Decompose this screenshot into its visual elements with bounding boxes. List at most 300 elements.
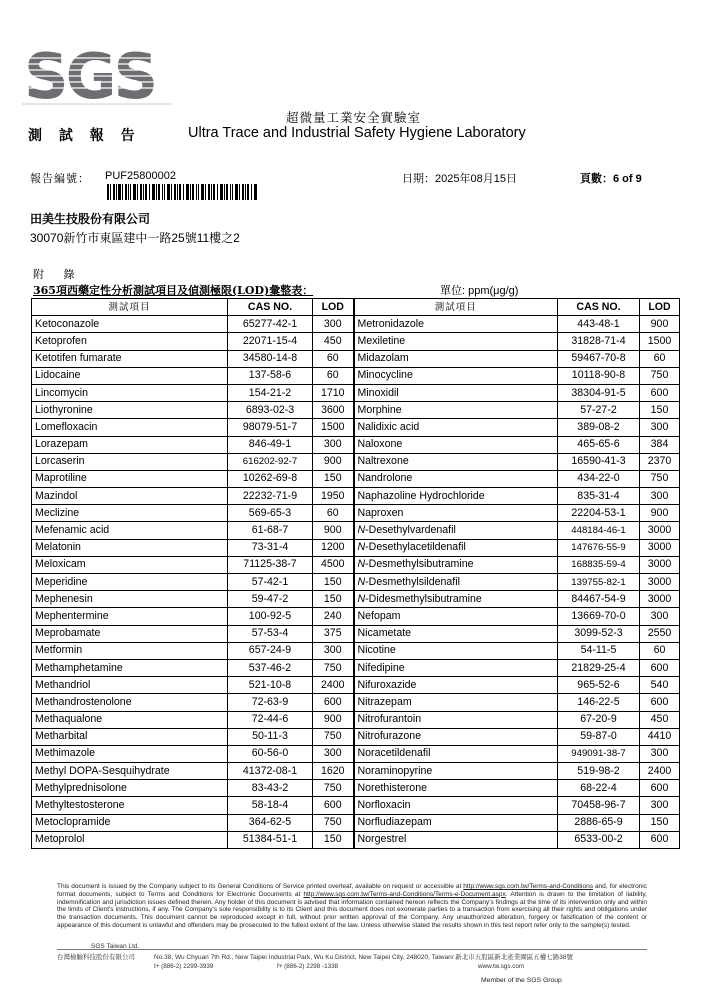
lod-value: 384 <box>640 436 680 453</box>
name-text: Norethisterone <box>357 781 427 794</box>
name-text: Noraminopyrine <box>357 764 433 777</box>
test-item-name <box>354 780 558 797</box>
date-label: 日期： <box>402 173 435 185</box>
report-title-row <box>28 125 688 145</box>
footer-website: www.tw.sgs.com <box>478 963 525 970</box>
cas-number: 59-87-0 <box>558 728 640 745</box>
lod-value: 2370 <box>640 453 680 470</box>
cas-number: 10262-69-8 <box>228 470 313 487</box>
name-text: Nandrolone <box>357 472 413 485</box>
name-text: Methamphetamine <box>35 661 123 674</box>
name-text: Lorazepam <box>35 438 88 451</box>
test-item-name <box>354 763 558 780</box>
cas-number: 58-18-4 <box>228 797 313 814</box>
name-text: Meclizine <box>35 506 80 519</box>
header-test-item: 測試項目 <box>354 299 558 316</box>
name-text: Naproxen <box>357 506 404 519</box>
name-prefix: N <box>357 575 366 588</box>
test-item-name <box>32 608 228 625</box>
cas-number: 521-10-8 <box>228 677 313 694</box>
cas-number: 65277-42-1 <box>228 316 313 333</box>
name-text: Liothyronine <box>35 403 93 416</box>
name-text: Nalidixic acid <box>357 420 420 433</box>
lod-value: 1950 <box>313 488 354 505</box>
test-item-name <box>354 453 558 470</box>
table-row <box>32 728 680 745</box>
test-item-name <box>32 402 228 419</box>
lod-value: 150 <box>640 814 680 831</box>
name-text: Ketotifen fumarate <box>35 352 122 365</box>
cas-number: 22204-53-1 <box>558 505 640 522</box>
test-item-name <box>354 745 558 762</box>
test-item-name <box>354 402 558 419</box>
report-title-chinese: 測 試 報 告 <box>28 128 141 144</box>
cas-number: 59-47-2 <box>228 591 313 608</box>
cas-number: 3099-52-3 <box>558 625 640 642</box>
name-prefix: N <box>357 592 366 605</box>
table-row <box>32 384 680 401</box>
name-text: Meprobamate <box>35 627 101 640</box>
test-item-name <box>32 814 228 831</box>
lod-value: 60 <box>640 642 680 659</box>
e-document-terms-link[interactable]: http://www.sgs.com.tw/Terms-and-Conditions/Terms-e-Document.aspx <box>303 890 506 898</box>
name-text: Nicametate <box>357 627 412 640</box>
test-item-name <box>32 745 228 762</box>
name-text: Naltrexone <box>357 455 409 468</box>
name-text: -Desmethylsildenafil <box>365 575 460 588</box>
test-item-name <box>32 797 228 814</box>
name-text: Methyltestosterone <box>35 799 125 812</box>
table-row <box>32 677 680 694</box>
cas-number: 72-63-9 <box>228 694 313 711</box>
lod-value: 60 <box>640 350 680 367</box>
cas-number: 31828-71-4 <box>558 333 640 350</box>
lod-value: 750 <box>640 367 680 384</box>
lod-table <box>31 298 680 849</box>
table-row <box>32 591 680 608</box>
test-item-name <box>354 350 558 367</box>
name-text: Metronidazole <box>357 317 425 330</box>
lod-value: 300 <box>313 745 354 762</box>
page-label: 頁數： <box>580 173 613 185</box>
disclaimer-part-2: and, for electronic format documents, subject to Terms and Conditions for Electronic Documents at <box>57 883 647 898</box>
table-body <box>32 316 680 849</box>
cas-number: 448184-46-1 <box>558 522 640 539</box>
name-text: Mephentermine <box>35 609 109 622</box>
name-text: Morphine <box>357 403 402 416</box>
report-number-label: 報告編號： <box>30 172 90 185</box>
table-row <box>32 556 680 573</box>
test-item-name <box>32 367 228 384</box>
cas-number: 21829-25-4 <box>558 659 640 676</box>
cas-number: 57-53-4 <box>228 625 313 642</box>
header-cas-no: CAS NO. <box>228 299 313 316</box>
name-text: Metoprolol <box>35 833 85 846</box>
test-item-name <box>32 384 228 401</box>
table-row <box>32 453 680 470</box>
name-text: Nitrofurazone <box>357 730 422 743</box>
name-text: Metformin <box>35 644 83 657</box>
lod-value: 600 <box>640 780 680 797</box>
table-row <box>32 350 680 367</box>
test-item-name <box>32 470 228 487</box>
cas-number: 16590-41-3 <box>558 453 640 470</box>
table-row <box>32 814 680 831</box>
cas-number: 100-92-5 <box>228 608 313 625</box>
test-item-name <box>32 539 228 556</box>
cas-number: 41372-08-1 <box>228 763 313 780</box>
lod-value: 60 <box>313 367 354 384</box>
test-item-name <box>354 608 558 625</box>
cas-number: 139755-82-1 <box>558 574 640 591</box>
test-item-name <box>354 591 558 608</box>
table-row <box>32 763 680 780</box>
test-item-name <box>354 384 558 401</box>
test-item-name <box>354 659 558 676</box>
test-item-name <box>354 797 558 814</box>
test-item-name <box>32 574 228 591</box>
lod-value: 750 <box>313 728 354 745</box>
cas-number: 434-22-0 <box>558 470 640 487</box>
lod-value: 2550 <box>640 625 680 642</box>
cas-number: 835-31-4 <box>558 488 640 505</box>
cas-number: 84467-54-9 <box>558 591 640 608</box>
name-text: Methylprednisolone <box>35 781 127 794</box>
name-text: -Desmethylsibutramine <box>365 558 474 571</box>
name-text: Nitrazepam <box>357 695 412 708</box>
name-text: Nicotine <box>357 644 396 657</box>
test-item-name <box>32 333 228 350</box>
name-text: -Desethylvardenafil <box>365 524 456 537</box>
sgs-logo <box>22 28 172 118</box>
lod-value: 60 <box>313 350 354 367</box>
lod-value: 750 <box>640 470 680 487</box>
lod-value: 60 <box>313 505 354 522</box>
lod-value: 3600 <box>313 402 354 419</box>
cas-number: 72-44-6 <box>228 711 313 728</box>
table-row <box>32 470 680 487</box>
footer-address: No.38, Wu Chyuan 7th Rd., New Taipei Industrial Park, Wu Ku District, New Taipei City, 248020, Taiwan/ 新北市五股區新北產業園區五權七路38號 <box>154 954 574 961</box>
name-text: Mephenesin <box>35 592 93 605</box>
cas-number: 657-24-9 <box>228 642 313 659</box>
lod-value: 1200 <box>313 539 354 556</box>
cas-number: 98079-51-7 <box>228 419 313 436</box>
name-text: Nifedipine <box>357 661 405 674</box>
test-item-name <box>32 625 228 642</box>
lab-name-english: Ultra Trace and Industrial Safety Hygiene Laboratory <box>188 125 526 141</box>
test-item-name <box>32 350 228 367</box>
test-item-name <box>32 453 228 470</box>
test-item-name <box>32 488 228 505</box>
test-item-name <box>32 316 228 333</box>
name-text: Lorcaserin <box>35 455 85 468</box>
name-text: Norfloxacin <box>357 799 411 812</box>
table-row <box>32 608 680 625</box>
test-item-name <box>32 591 228 608</box>
cas-number: 59467-70-8 <box>558 350 640 367</box>
table-row <box>32 436 680 453</box>
name-prefix: N <box>357 524 366 537</box>
cas-number: 949091-38-7 <box>558 745 640 762</box>
lod-value: 4410 <box>640 728 680 745</box>
cas-number: 846-49-1 <box>228 436 313 453</box>
report-date <box>402 170 517 186</box>
disclaimer-part-3: . Attention is drawn to the limitation of liability, indemnification and jurisdiction issues defined therein. Any holder of this document is advised that information contained hereon reflects the Company's findings at the time of its intervention only and within the limits of Client's instructions, if any. The Company's sole responsibility is to its Client and this document does not exonerate parties to a transaction from exercising all their rights and obligations under the transaction documents. This document cannot be reproduced except in full, without prior written approval of the Company. Any unauthorized alteration, forgery or falsification of the content or appearance of this document is unlawful and offenders may be prosecuted to the fullest extent of the law. Unless otherwise stated the results shown in this test report refer only to the sample(s) tested. <box>57 890 647 929</box>
table-row <box>32 574 680 591</box>
table-row <box>32 642 680 659</box>
name-text: Metharbital <box>35 730 88 743</box>
cas-number: 34580-14-8 <box>228 350 313 367</box>
name-text: Noracetildenafil <box>357 747 431 760</box>
table-title: 365項西藥定性分析測試項目及偵測極限(LOD)彙整表： <box>33 284 314 297</box>
client-company-address: 30070新竹市東區建中一路25號11樓之2 <box>30 231 240 245</box>
lod-value: 300 <box>640 608 680 625</box>
name-text: -Desethylacetildenafil <box>365 541 466 554</box>
table-row <box>32 505 680 522</box>
lab-name-chinese: 超微量工業安全實驗室 <box>285 110 421 125</box>
name-text: Naphazoline Hydrochloride <box>357 489 485 502</box>
test-item-name <box>354 625 558 642</box>
footer-company-english: SGS Taiwan Ltd. <box>91 943 140 950</box>
lod-value: 4500 <box>313 556 354 573</box>
test-item-name <box>354 488 558 505</box>
cas-number: 22071-15-4 <box>228 333 313 350</box>
name-text: Methimazole <box>35 747 96 760</box>
cas-number: 2886-65-9 <box>558 814 640 831</box>
test-item-name <box>32 522 228 539</box>
footer-disclaimer <box>57 883 647 930</box>
footer-fax: f+ (886-2) 2298 -1338 <box>277 963 339 970</box>
appendix-label: 附 錄 <box>33 268 83 281</box>
lod-value: 900 <box>313 522 354 539</box>
name-text: Meperidine <box>35 575 88 588</box>
table-row <box>32 367 680 384</box>
lod-value: 900 <box>313 711 354 728</box>
name-text: Nifuroxazide <box>357 678 417 691</box>
test-item-name <box>32 642 228 659</box>
lod-value: 240 <box>313 608 354 625</box>
table-row <box>32 797 680 814</box>
cas-number: 537-46-2 <box>228 659 313 676</box>
table-row <box>32 831 680 848</box>
name-text: Metoclopramide <box>35 816 111 829</box>
name-prefix: N <box>357 558 366 571</box>
name-text: Methandriol <box>35 678 91 691</box>
cas-number: 83-43-2 <box>228 780 313 797</box>
lod-value: 750 <box>313 659 354 676</box>
name-text: Methandrostenolone <box>35 695 132 708</box>
page-value: 6 of 9 <box>613 173 642 185</box>
cas-number: 68-22-4 <box>558 780 640 797</box>
lod-value: 3000 <box>640 522 680 539</box>
cas-number: 70458-96-7 <box>558 797 640 814</box>
test-item-name <box>354 522 558 539</box>
lod-value: 1710 <box>313 384 354 401</box>
name-text: Mazindol <box>35 489 78 502</box>
test-item-name <box>354 831 558 848</box>
table-row <box>32 780 680 797</box>
lod-value: 375 <box>313 625 354 642</box>
lod-value: 2400 <box>313 677 354 694</box>
lod-value: 300 <box>640 419 680 436</box>
lod-value: 600 <box>640 694 680 711</box>
test-item-name <box>32 780 228 797</box>
lod-value: 1500 <box>640 333 680 350</box>
cas-number: 519-98-2 <box>558 763 640 780</box>
test-item-name <box>354 436 558 453</box>
cas-number: 57-27-2 <box>558 402 640 419</box>
header-test-item: 測試項目 <box>32 299 228 316</box>
name-text: Norfludiazepam <box>357 816 432 829</box>
cas-number: 569-65-3 <box>228 505 313 522</box>
cas-number: 6533-00-2 <box>558 831 640 848</box>
table-row <box>32 659 680 676</box>
name-text: Mefenamic acid <box>35 524 110 537</box>
lod-value: 3000 <box>640 539 680 556</box>
lod-value: 900 <box>640 505 680 522</box>
test-item-name <box>354 814 558 831</box>
test-item-name <box>354 694 558 711</box>
cas-number: 465-65-6 <box>558 436 640 453</box>
lod-value: 150 <box>313 470 354 487</box>
test-item-name <box>32 763 228 780</box>
table-row <box>32 539 680 556</box>
cas-number: 616202-92-7 <box>228 453 313 470</box>
table-row <box>32 522 680 539</box>
test-item-name <box>354 316 558 333</box>
cas-number: 10118-90-8 <box>558 367 640 384</box>
test-item-name <box>32 505 228 522</box>
lod-value: 1500 <box>313 419 354 436</box>
name-text: -Didesmethylsibutramine <box>365 592 482 605</box>
test-item-name <box>32 556 228 573</box>
barcode-image <box>107 184 257 200</box>
test-item-name <box>354 642 558 659</box>
lod-value: 150 <box>313 831 354 848</box>
name-text: Nitrofurantoin <box>357 713 422 726</box>
test-item-name <box>32 659 228 676</box>
lod-value: 300 <box>313 436 354 453</box>
lod-value: 900 <box>640 316 680 333</box>
lod-value: 600 <box>640 659 680 676</box>
cas-number: 22232-71-9 <box>228 488 313 505</box>
lod-value: 3000 <box>640 591 680 608</box>
test-item-name <box>32 711 228 728</box>
cas-number: 364-62-5 <box>228 814 313 831</box>
name-text: Methyl DOPA-Sesquihydrate <box>35 764 170 777</box>
name-text: Maprotiline <box>35 472 87 485</box>
footer-company-chinese: 台灣檢驗科技股份有限公司 <box>57 953 135 961</box>
table-row <box>32 625 680 642</box>
name-text: Midazolam <box>357 352 409 365</box>
cas-number: 137-58-6 <box>228 367 313 384</box>
table-row <box>32 419 680 436</box>
disclaimer-part-1: This document is issued by the Company subject to its General Conditions of Service printed overleaf, available on request or accessible at <box>57 883 464 890</box>
lod-value: 300 <box>313 642 354 659</box>
name-text: Melatonin <box>35 541 81 554</box>
table-row <box>32 745 680 762</box>
cas-number: 154-21-2 <box>228 384 313 401</box>
lod-value: 750 <box>313 780 354 797</box>
lod-value: 150 <box>313 591 354 608</box>
test-item-name <box>354 728 558 745</box>
table-row <box>32 694 680 711</box>
table-header-row <box>32 299 680 316</box>
lod-value: 540 <box>640 677 680 694</box>
header-lod: LOD <box>313 299 354 316</box>
table-row <box>32 316 680 333</box>
test-item-name <box>354 711 558 728</box>
cas-number: 50-11-3 <box>228 728 313 745</box>
test-item-name <box>32 694 228 711</box>
header-lod: LOD <box>640 299 680 316</box>
cas-number: 71125-38-7 <box>228 556 313 573</box>
cas-number: 73-31-4 <box>228 539 313 556</box>
name-text: Mexiletine <box>357 334 406 347</box>
cas-number: 168835-59-4 <box>558 556 640 573</box>
lod-value: 150 <box>313 574 354 591</box>
test-item-name <box>354 677 558 694</box>
cas-number: 67-20-9 <box>558 711 640 728</box>
cas-number: 146-22-5 <box>558 694 640 711</box>
test-item-name <box>354 556 558 573</box>
test-item-name <box>354 367 558 384</box>
name-text: Lomefloxacin <box>35 420 98 433</box>
client-company-name: 田美生技股份有限公司 <box>30 212 151 226</box>
test-item-name <box>354 333 558 350</box>
cas-number: 147676-55-9 <box>558 539 640 556</box>
lod-value: 300 <box>640 797 680 814</box>
name-text: Minoxidil <box>357 386 399 399</box>
lod-value: 3000 <box>640 574 680 591</box>
lod-value: 600 <box>313 694 354 711</box>
cas-number: 389-08-2 <box>558 419 640 436</box>
name-text: Methaqualone <box>35 713 103 726</box>
lod-value: 600 <box>640 384 680 401</box>
lod-value: 2400 <box>640 763 680 780</box>
lod-value: 750 <box>313 814 354 831</box>
cas-number: 60-56-0 <box>228 745 313 762</box>
cas-number: 6893-02-3 <box>228 402 313 419</box>
name-text: Naloxone <box>357 438 403 451</box>
terms-link[interactable]: http://www.sgs.com.tw/Terms-and-Conditions <box>463 883 593 890</box>
lod-value: 300 <box>313 316 354 333</box>
test-item-name <box>32 831 228 848</box>
name-text: Meloxicam <box>35 558 86 571</box>
lod-value: 600 <box>313 797 354 814</box>
test-item-name <box>32 436 228 453</box>
lod-value: 1620 <box>313 763 354 780</box>
test-item-name <box>354 505 558 522</box>
test-item-name <box>354 539 558 556</box>
table-row <box>32 711 680 728</box>
test-item-name <box>32 419 228 436</box>
cas-number: 57-42-1 <box>228 574 313 591</box>
lod-value: 3000 <box>640 556 680 573</box>
table-row <box>32 402 680 419</box>
name-text: Ketoprofen <box>35 334 87 347</box>
test-item-name <box>32 728 228 745</box>
name-text: Norgestrel <box>357 833 407 846</box>
lod-value: 450 <box>313 333 354 350</box>
lod-value: 300 <box>640 745 680 762</box>
table-row <box>32 488 680 505</box>
test-item-name <box>354 574 558 591</box>
name-text: Lidocaine <box>35 369 81 382</box>
name-prefix: N <box>357 541 366 554</box>
page-indicator <box>580 170 642 186</box>
table-row <box>32 333 680 350</box>
